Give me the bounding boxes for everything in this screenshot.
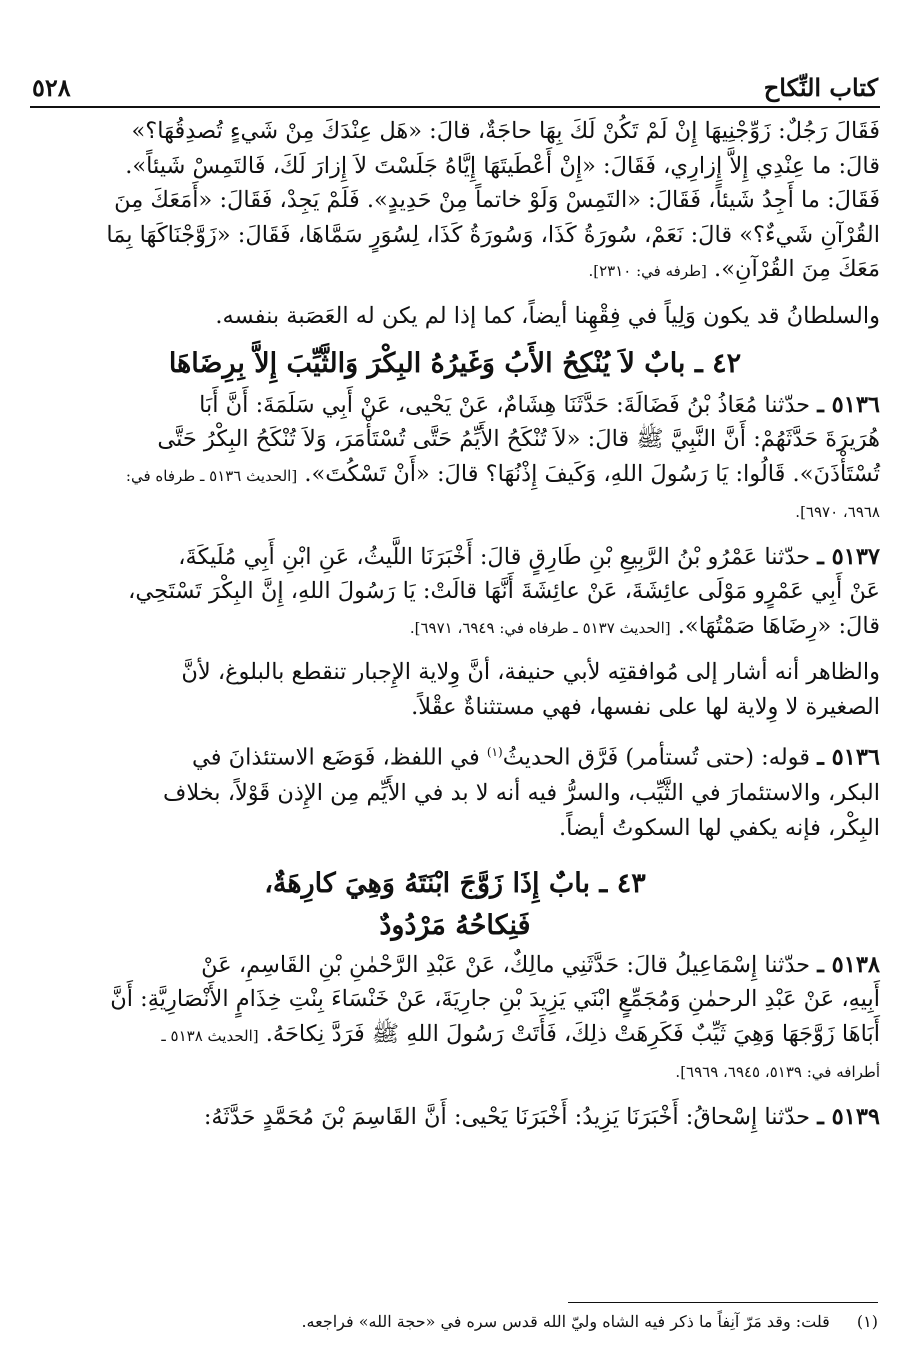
text-segment: تُسْتَأْذَنَ». قَالُوا: يَا رَسُولَ اللهِ، وَكَيفَ إِذْنُهَا؟ قالَ: «أَنْ تَسْكُتَ». [304, 460, 880, 487]
hadith-number: ٥١٣٦ ـ [817, 744, 880, 771]
cross-reference: [الحديث ٥١٣٨ ـ [161, 1026, 259, 1045]
hadith-block-continued [30, 114, 880, 289]
text-line: البكر، والاستئمارَ في الثَّيِّب، والسرُّ فيه أنه لا بد في الأَيِّم مِن الإِذن قَوْلاً، بخلاف [163, 779, 880, 806]
text-line: القُرْآنِ شَيءٌ؟» قالَ: نَعَمْ، سُورَةُ كَذَا، وَسُورَةُ كَذَا، لِسُوَرٍ سَمَّاهَا، فَقَالَ: «زَوَّجْنَاكَهَا بِمَا [106, 221, 880, 248]
text-line [30, 493, 880, 530]
text-line: قالَ: ما عِنْدِي إِلاَّ إِزارِي، فَقَالَ: «إِنْ أَعْطَيتَهَا إِيَّاهُ جَلَسْتَ لاَ إِزارَ لَكَ، فَالتَمِسْ شَيئاً». [125, 152, 880, 179]
text-line [30, 457, 880, 494]
text-line: والظاهر أنه أشار إلى مُوافقتِه لأبي حنيفة، أنَّ وِلاية الإِجبار تنقطع بالبلوغ، لأنَّ [181, 659, 880, 685]
commentary-paragraph: والسلطانُ قد يكون وَلِياً في فِقْهِنا أيضاً، كما إذا لم يكن له العَصَبة بنفسه. [215, 302, 880, 329]
text-segment: حدّثنا إِسْمَاعِيلُ قالَ: حَدَّثَنِي مالِكٌ، عَنْ عَبْدِ الرَّحْمٰنِ بْنِ القَاسِمِ، عَنْ [201, 951, 811, 978]
text-segment: قوله: (حتى تُستأمر) فَرَّق الحديثُ [502, 744, 811, 771]
cross-reference: [الحديث ٥١٣٧ ـ طرفاه في: ٦٩٤٩، ٦٩٧١]. [409, 618, 671, 637]
commentary-block-2 [30, 655, 880, 725]
hadith-number: ٥١٣٨ ـ [817, 951, 880, 978]
hadith-number: ٥١٣٦ ـ [817, 391, 880, 418]
cross-reference: [الحديث ٥١٣٦ ـ طرفاه في: [125, 466, 298, 485]
hadith-5136 [30, 388, 880, 530]
hadith-number: ٥١٣٩ ـ [817, 1103, 880, 1130]
text-line [30, 1053, 880, 1090]
text-segment: حدّثنا عَمْرُو بْنُ الرَّبِيعِ بْنِ طَارِقٍ قالَ: أَخْبَرَنَا اللَّيثُ، عَنِ ابْنِ أَبِي مُلَيكَةَ، [178, 543, 811, 570]
footnote-divider [568, 1302, 878, 1303]
commentary-block-3 [30, 735, 880, 846]
text-line [30, 388, 880, 423]
book-title: كتاب النِّكاح [763, 73, 878, 102]
text-line [30, 252, 880, 289]
text-line [30, 1017, 880, 1054]
text-segment: قالَ: «رِضَاهَا صَمْتُهَا». [677, 612, 880, 639]
chapter-heading-43 [30, 864, 880, 944]
text-segment: في اللفظ، فَوَضَع الاستئذانَ في [191, 744, 480, 771]
text-line: فَقَالَ: ما أَجِدُ شَيئاً، فَقَالَ: «التَمِسْ وَلَوْ خاتماً مِنْ حَدِيدٍ». فَلَمْ يَجِدْ، فَقَالَ: «أَمَعَكَ مِنَ [114, 187, 880, 213]
text-segment: حدّثنا إِسْحاقُ: أَخْبَرَنَا يَزِيدُ: أَخْبَرَنَا يَحْيى: أَنَّ القَاسِمَ بْنَ مُحَمَّدٍ حَدَّثَهُ: [203, 1103, 811, 1130]
cross-reference: أطرافه في: ٥١٣٩، ٦٩٤٥، ٦٩٦٩]. [675, 1063, 880, 1081]
hadith-5139 [30, 1100, 880, 1135]
page-header [30, 56, 880, 108]
text-segment: أَبَاهَا زَوَّجَهَا وَهِيَ ثَيِّبٌ فَكَرِهَتْ ذلِكَ، فَأَتَتْ رَسُولَ اللهِ ﷺ فَرَدَّ نِكاحَهُ. [265, 1020, 880, 1047]
text-line [30, 1100, 880, 1135]
footnote-text: قلت: وقد مَرّ آنِفاً ما ذكر فيه الشاه وليّ الله قدس سره في «حجة الله» فراجعه. [301, 1312, 830, 1331]
text-segment: حدّثنا مُعَاذُ بْنُ فَضَالَةَ: حَدَّثَنَا هِشَامٌ، عَنْ يَحْيى، عَنْ أَبِي سَلَمَةَ: أَنَّ أَبَا [199, 391, 811, 418]
cross-reference: [طرفه في: ٢٣١٠]. [588, 262, 707, 280]
text-line: أَبِيهِ، عَنْ عَبْدِ الرحمٰنِ وَمُجَمِّعٍ ابْنَي يَزِيدَ بْنِ جارِيَةَ، عَنْ خَنْسَاءَ بِنْتِ خِذَامٍ الأَنْصَارِيَّةِ: أَنَّ [110, 986, 880, 1012]
text-line: فَقَالَ رَجُلٌ: زَوِّجْنِيهَا إِنْ لَمْ تَكُنْ لَكَ بِهَا حاجَةٌ، قالَ: «هَل عِنْدَكَ مِنْ شَيءٍ تُصدِقُهَا؟» [131, 118, 880, 144]
hadith-5138 [30, 948, 880, 1090]
chapter-heading-42: ٤٢ ـ بابٌ لاَ يُنْكِحُ الأَبُ وَغَيرُهُ البِكْرَ وَالثَّيِّبَ إِلاَّ بِرِضَاهَا [168, 347, 742, 379]
text-line: عَنْ أَبِي عَمْرٍو مَوْلَى عائِشَةَ، عَنْ عائِشَةَ أَنَّهَا قالَتْ: يَا رَسُولَ اللهِ، إِنَّ البِكْرَ تَسْتَحِي، [128, 578, 880, 604]
text-line: الصغيرة لا وِلاية لها على نفسها، فهي مستثناةٌ عقْلاً. [411, 694, 880, 720]
cross-reference: ٦٩٦٨، ٦٩٧٠]. [795, 503, 880, 521]
hadith-5137 [30, 540, 880, 646]
page-number: ٥٢٨ [32, 73, 71, 102]
page [30, 56, 880, 1134]
text-line [30, 948, 880, 983]
hadith-number: ٥١٣٧ ـ [817, 543, 880, 570]
chapter-heading-line: ٤٣ ـ بابٌ إِذَا زَوَّجَ ابْنَتَهُ وَهِيَ كارِهَةٌ، [264, 867, 646, 899]
text-line: البِكْر، فإنه يكفي لها السكوتُ أيضاً. [558, 814, 880, 841]
text-line [30, 540, 880, 575]
chapter-heading-line: فَنِكاحُهُ مَرْدُودٌ [379, 909, 531, 941]
footnote [30, 1312, 878, 1331]
text-line [30, 735, 880, 776]
text-line: هُرَيرَةَ حَدَّثَهُمْ: أَنَّ النَّبِيَّ ﷺ قالَ: «لاَ تُنْكَحُ الأَيِّمُ حَتَّى تُسْتَأْمَرَ، وَلاَ تُنْكَحُ البِكْرُ حَتَّى [157, 426, 880, 452]
footnote-marker[interactable]: (١) [486, 745, 503, 759]
text-segment: مَعَكَ مِنَ القُرْآنِ». [714, 256, 880, 282]
text-line [30, 609, 880, 646]
footnote-number: (١) [856, 1312, 878, 1331]
